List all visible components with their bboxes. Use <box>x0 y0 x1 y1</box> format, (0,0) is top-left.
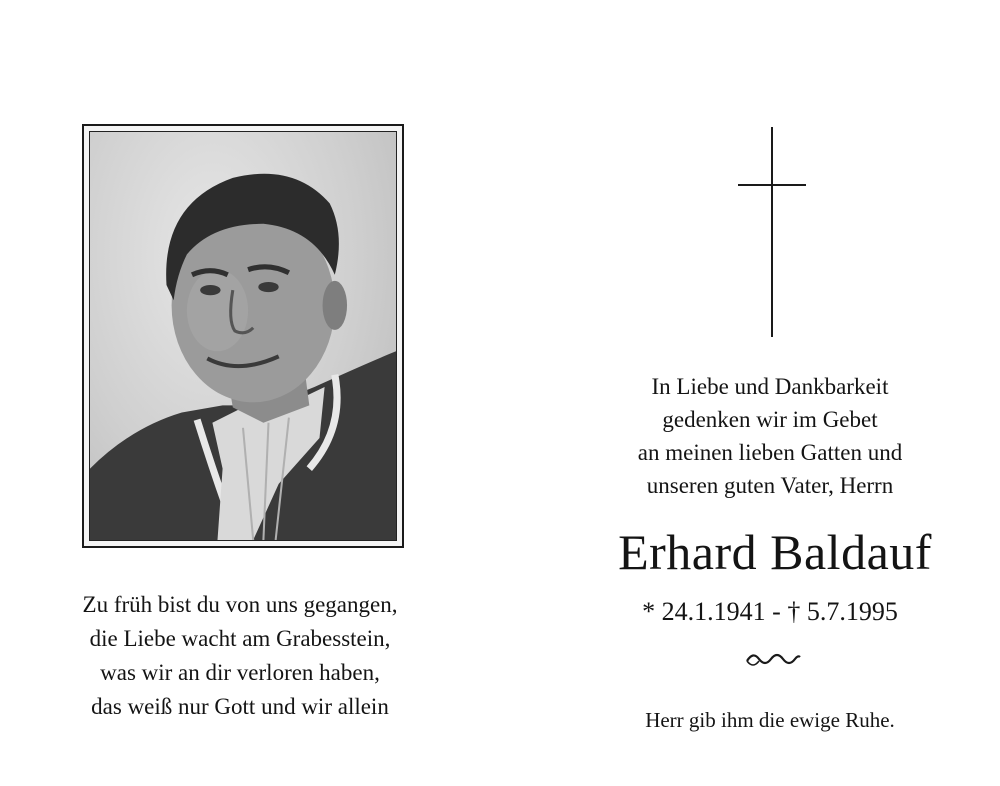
cross-icon <box>736 127 808 337</box>
closing-prayer: Herr gib ihm die ewige Ruhe. <box>645 708 895 732</box>
poem-line: was wir an dir verloren haben, <box>100 660 380 685</box>
life-dates: * 24.1.1941 - † 5.7.1995 <box>642 597 898 626</box>
portrait-photo <box>89 131 397 541</box>
poem-line: die Liebe wacht am Grabesstein, <box>89 626 391 651</box>
poem-line: das weiß nur Gott und wir allein <box>91 694 389 719</box>
dedication-line: gedenken wir im Gebet <box>662 407 878 432</box>
portrait-illustration <box>90 132 396 540</box>
memorial-poem <box>40 588 440 724</box>
dedication-text <box>595 370 945 502</box>
portrait-frame <box>82 124 404 548</box>
dedication-line: unseren guten Vater, Herrn <box>646 473 894 498</box>
poem-line: Zu früh bist du von uns gegangen, <box>82 592 398 617</box>
dedication-line: In Liebe und Dankbarkeit <box>651 374 889 399</box>
dedication-line: an meinen lieben Gatten und <box>637 440 903 465</box>
ornament-icon <box>745 649 801 669</box>
deceased-name: Erhard Baldauf <box>618 524 932 580</box>
